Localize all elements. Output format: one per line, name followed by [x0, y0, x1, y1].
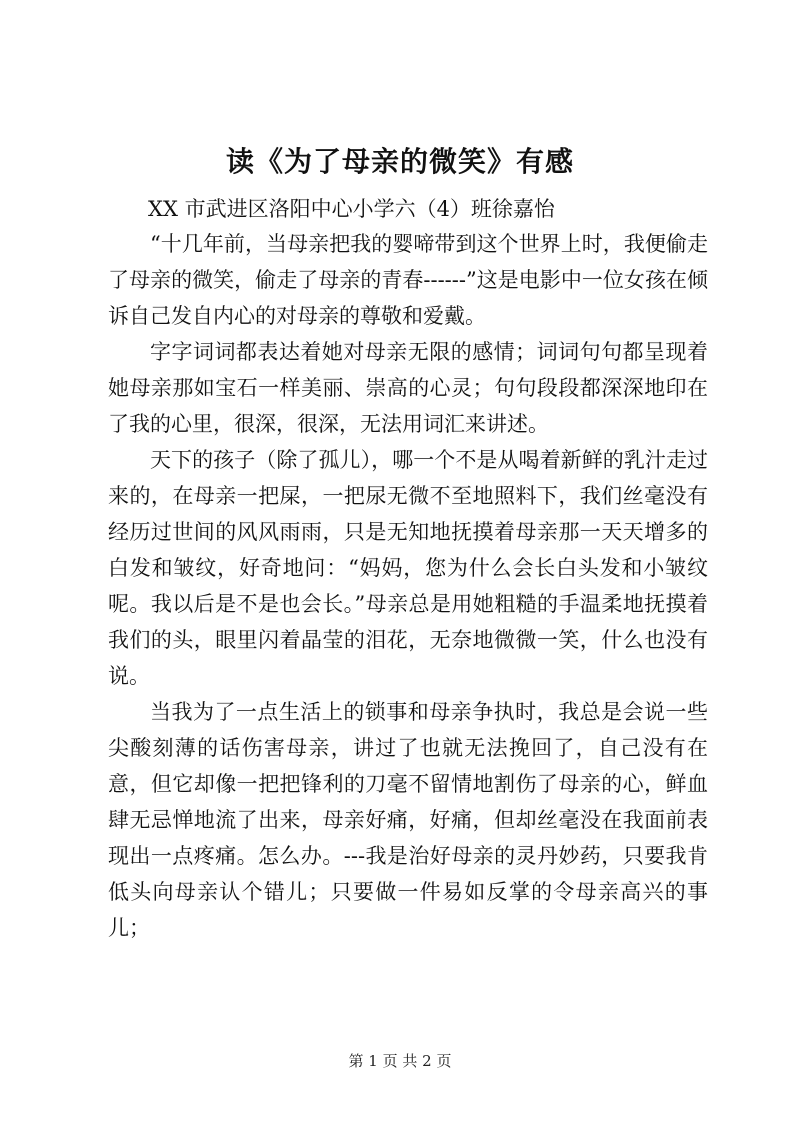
paragraph-2: 字字词词都表达着她对母亲无限的感情；词词句句都呈现着她母亲那如宝石一样美丽、崇高的心灵；句句段段都深深地印在了我的心里，很深，很深，无法用词汇来讲述。 [108, 340, 708, 436]
page-footer: 第 1 页 共 2 页 [348, 1052, 452, 1070]
paragraph-4: 当我为了一点生活上的锁事和母亲争执时，我总是会说一些尖酸刻薄的话伤害母亲，讲过了也就无法挽回了，自己没有在意，但它却像一把把锋利的刀毫不留情地割伤了母亲的心，鲜血肆无忌惮地流了出来，母亲好痛，好痛，但却丝毫没在我面前表现出一点疼痛。怎么办。---我是治好母亲的灵丹妙药，只要我肯低头向母亲认个错儿；只要做一件易如反掌的令母亲高兴的事儿； [108, 700, 708, 940]
document-title: 读《为了母亲的微笑》有感 [225, 145, 574, 178]
author-line: XX 市武进区洛阳中心小学六（4）班徐嘉怡 [148, 197, 555, 221]
paragraph-1: “十几年前，当母亲把我的婴啼带到这个世界上时，我便偷走了母亲的微笑，偷走了母亲的青春------”这是电影中一位女孩在倾诉自己发自内心的对母亲的尊敬和爱戴。 [108, 232, 708, 328]
paragraph-3: 天下的孩子（除了孤儿），哪一个不是从喝着新鲜的乳汁走过来的，在母亲一把屎，一把尿无微不至地照料下，我们丝毫没有经历过世间的风风雨雨，只是无知地抚摸着母亲那一天天增多的白发和皱纹，好奇地问：“妈妈，您为什么会长白头发和小皱纹呢。我以后是不是也会长。”母亲总是用她粗糙的手温柔地抚摸着我们的头，眼里闪着晶莹的泪花，无奈地微微一笑，什么也没有说。 [108, 448, 708, 688]
document-body [108, 226, 708, 946]
